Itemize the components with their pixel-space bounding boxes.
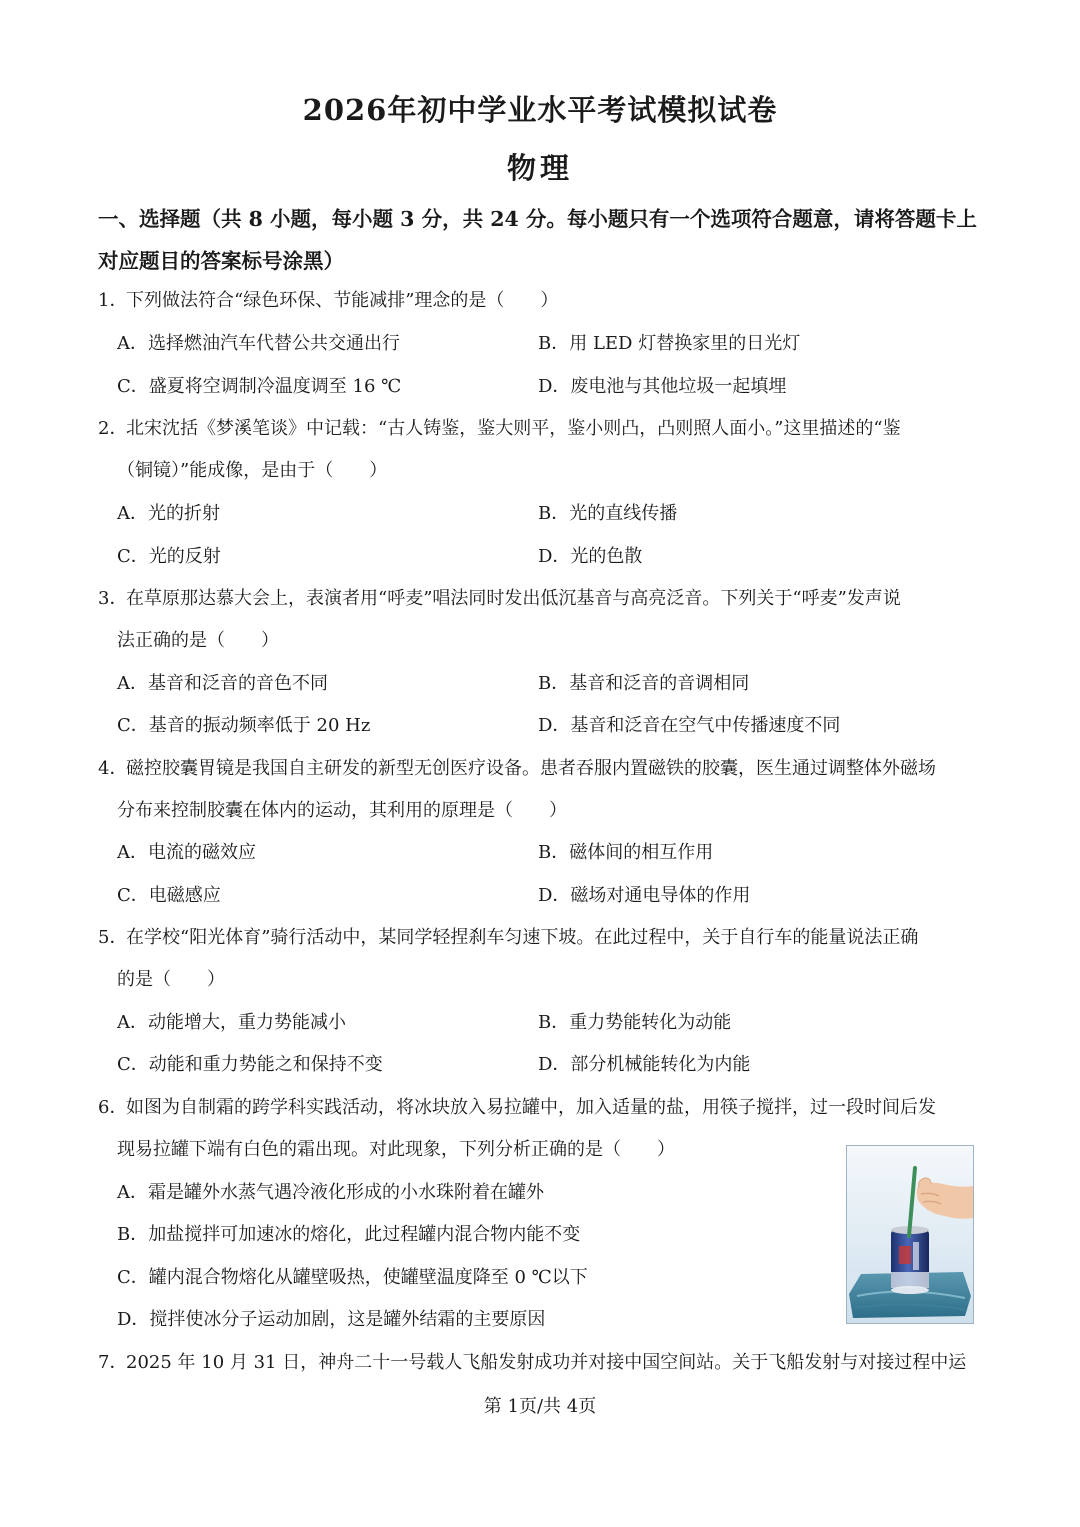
question-number: 6． (98, 1097, 128, 1118)
option-b: B．重力势能转化为动能 (538, 1012, 732, 1033)
option-d: D．光的色散 (538, 546, 643, 567)
option-c: C．光的反射 (117, 546, 221, 567)
option-a: A．霜是罐外水蒸气遇冷液化形成的小水珠附着在罐外 (117, 1182, 544, 1203)
question-text: 如图为自制霜的跨学科实践活动，将冰块放入易拉罐中，加入适量的盐，用筷子搅拌，过一段时间后发 (126, 1097, 936, 1118)
section-heading: 一、选择题（共 8 小题，每小题 3 分，共 24 分。每小题只有一个选项符合题意，请将答题卡上对应题目的答案标号涂黑） (98, 207, 977, 273)
option-d: D．废电池与其他垃圾一起填埋 (538, 376, 787, 397)
option-c: C．基音的振动频率低于 20 Hz (117, 715, 371, 736)
option-d: D．部分机械能转化为内能 (538, 1054, 751, 1075)
option-a: A．选择燃油汽车代替公共交通出行 (117, 333, 400, 354)
question-number: 1． (98, 290, 128, 311)
can-stirring-illustration (847, 1146, 973, 1323)
exam-title: 2026年初中学业水平考试模拟试卷 (302, 93, 778, 127)
option-c: C．罐内混合物熔化从罐壁吸热，使罐壁温度降至 0 ℃以下 (117, 1267, 588, 1288)
option-d: D．基音和泛音在空气中传播速度不同 (538, 715, 841, 736)
question-text: 的是（ ） (117, 969, 225, 990)
option-a: A．动能增大，重力势能减小 (117, 1012, 346, 1033)
question-number: 3． (98, 588, 128, 609)
option-b: B．光的直线传播 (538, 503, 678, 524)
option-b: B．磁体间的相互作用 (538, 842, 714, 863)
question-number: 7． (98, 1352, 128, 1373)
option-c: C．电磁感应 (117, 885, 221, 906)
question-number: 4． (98, 758, 128, 779)
question-text: 2025 年 10 月 31 日，神舟二十一号载人飞船发射成功并对接中国空间站。关于飞船发射与对接过程中运 (126, 1352, 967, 1373)
option-a: A．电流的磁效应 (117, 842, 256, 863)
question-text: 法正确的是（ ） (117, 630, 279, 651)
option-b: B．基音和泛音的音调相同 (538, 673, 750, 694)
option-c: C．盛夏将空调制冷温度调至 16 ℃ (117, 376, 402, 397)
option-b: B．用 LED 灯替换家里的日光灯 (538, 333, 801, 354)
question-text: 磁控胶囊胃镜是我国自主研发的新型无创医疗设备。患者吞服内置磁铁的胶囊，医生通过调整体外磁场 (126, 758, 936, 779)
question-text: （铜镜）”能成像，是由于（ ） (117, 460, 388, 481)
question-text: 北宋沈括《梦溪笔谈》中记载：“古人铸鉴，鉴大则平，鉴小则凸，凸则照人面小。”这里描述的“鉴 (126, 418, 901, 439)
question-text: 分布来控制胶囊在体内的运动，其利用的原理是（ ） (117, 800, 567, 821)
option-d: D．磁场对通电导体的作用 (538, 885, 751, 906)
question-text: 现易拉罐下端有白色的霜出现。对此现象，下列分析正确的是（ ） (117, 1139, 675, 1160)
question-text: 下列做法符合“绿色环保、节能减排”理念的是（ ） (126, 290, 559, 311)
question-text: 在学校“阳光体育”骑行活动中，某同学轻捏刹车匀速下坡。在此过程中，关于自行车的能量说法正确 (126, 927, 919, 948)
option-a: A．基音和泛音的音色不同 (117, 673, 328, 694)
question-number: 5． (98, 927, 128, 948)
option-d: D．搅拌使冰分子运动加剧，这是罐外结霜的主要原因 (117, 1309, 546, 1330)
question-6-figure (846, 1145, 974, 1324)
option-b: B．加盐搅拌可加速冰的熔化，此过程罐内混合物内能不变 (117, 1224, 581, 1245)
option-a: A．光的折射 (117, 503, 220, 524)
option-c: C．动能和重力势能之和保持不变 (117, 1054, 383, 1075)
page-footer: 第 1页/共 4页 (483, 1396, 597, 1417)
question-number: 2． (98, 418, 128, 439)
subject-title: 物理 (506, 151, 573, 185)
question-text: 在草原那达慕大会上，表演者用“呼麦”唱法同时发出低沉基音与高亮泛音。下列关于“呼麦”发声说 (126, 588, 901, 609)
